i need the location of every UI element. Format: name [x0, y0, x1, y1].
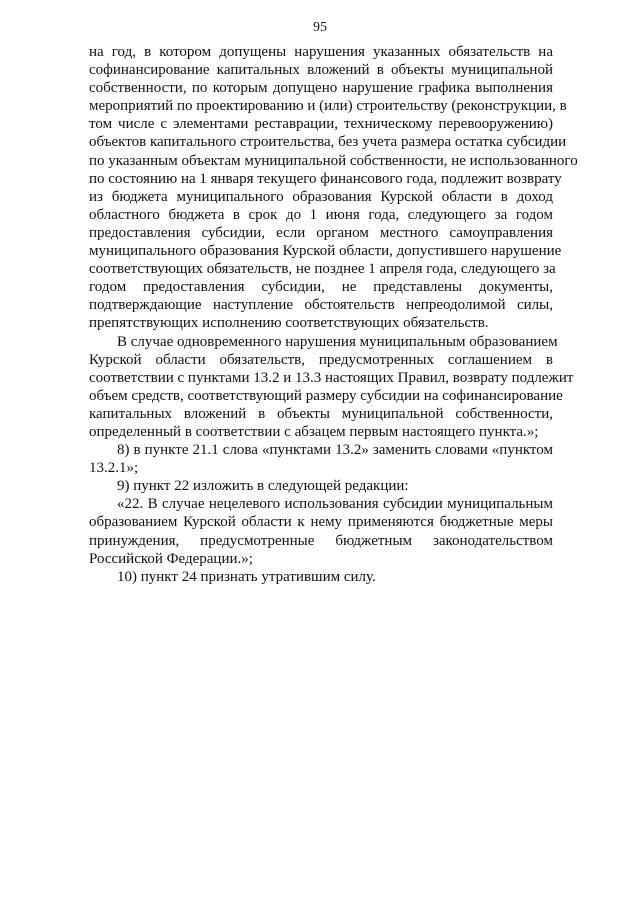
text-line: Российской Федерации.»; — [89, 550, 253, 567]
text-line: образованием Курской области к нему применяются бюджетные меры — [89, 514, 553, 531]
text-line: по указанным объектам муниципальной собственности, не использованного — [89, 152, 578, 169]
text-line: 10) пункт 24 признать утратившим силу. — [117, 568, 376, 585]
text-line: предоставления субсидии, если органом местного самоуправления — [89, 224, 553, 241]
paragraph-item-9 — [89, 477, 553, 495]
paragraph-item-10 — [89, 568, 553, 586]
paragraph-item-8 — [89, 441, 553, 477]
text-line: принуждения, предусмотренные бюджетным законодательством — [89, 532, 553, 549]
paragraph-simultaneous-violation — [89, 333, 574, 442]
text-line: 9) пункт 22 изложить в следующей редакции: — [117, 478, 409, 495]
text-line: препятствующих исполнению соответствующих обязательств. — [89, 315, 489, 332]
text-line: определенный в соответствии с абзацем первым настоящего пункта.»; — [89, 423, 539, 440]
text-line: объектов капитального строительства, без учета размера остатка субсидии — [89, 134, 567, 151]
paragraph-continuation — [89, 43, 578, 333]
text-line: муниципального образования Курской области, допустившего нарушение — [89, 243, 562, 260]
text-line: соответствующих обязательств, не позднее 1 апреля года, следующего за — [89, 261, 556, 278]
document-body — [89, 43, 578, 586]
text-line: 8) в пункте 21.1 слова «пунктами 13.2» заменить словами «пунктом — [117, 442, 553, 459]
text-line: 13.2.1»; — [89, 460, 139, 477]
text-line: В случае одновременного нарушения муниципальным образованием — [117, 333, 558, 350]
text-line: по состоянию на 1 января текущего финансового года, подлежит возврату — [89, 170, 562, 187]
text-line: областного бюджета в срок до 1 июня года, следующего за годом — [89, 206, 553, 223]
text-line: собственности, по которым допущено нарушение графика выполнения — [89, 80, 553, 97]
text-line: из бюджета муниципального образования Курской области в доход — [89, 188, 553, 205]
paragraph-clause-22 — [89, 495, 553, 567]
text-line: том числе с элементами реставрации, техническому перевооружению) — [89, 116, 553, 133]
text-line: софинансирование капитальных вложений в объекты муниципальной — [89, 62, 553, 79]
text-line: капитальных вложений в объекты муниципальной собственности, — [89, 405, 553, 422]
text-line: Курской области обязательств, предусмотренных соглашением в — [89, 351, 553, 368]
text-line: соответствии с пунктами 13.2 и 13.3 настоящих Правил, возврату подлежит — [89, 369, 574, 386]
text-line: на год, в котором допущены нарушения указанных обязательств на — [89, 44, 553, 60]
text-line: годом предоставления субсидии, не представлены документы, — [89, 279, 553, 296]
text-line: подтверждающие наступление обстоятельств непреодолимой силы, — [89, 297, 553, 314]
page-number: 95 — [313, 20, 327, 35]
text-line: «22. В случае нецелевого использования субсидии муниципальным — [117, 496, 553, 513]
text-line: объем средств, соответствующий размеру субсидии на софинансирование — [89, 387, 563, 404]
text-line: мероприятий по проектированию и (или) строительству (реконструкции, в — [89, 98, 567, 115]
